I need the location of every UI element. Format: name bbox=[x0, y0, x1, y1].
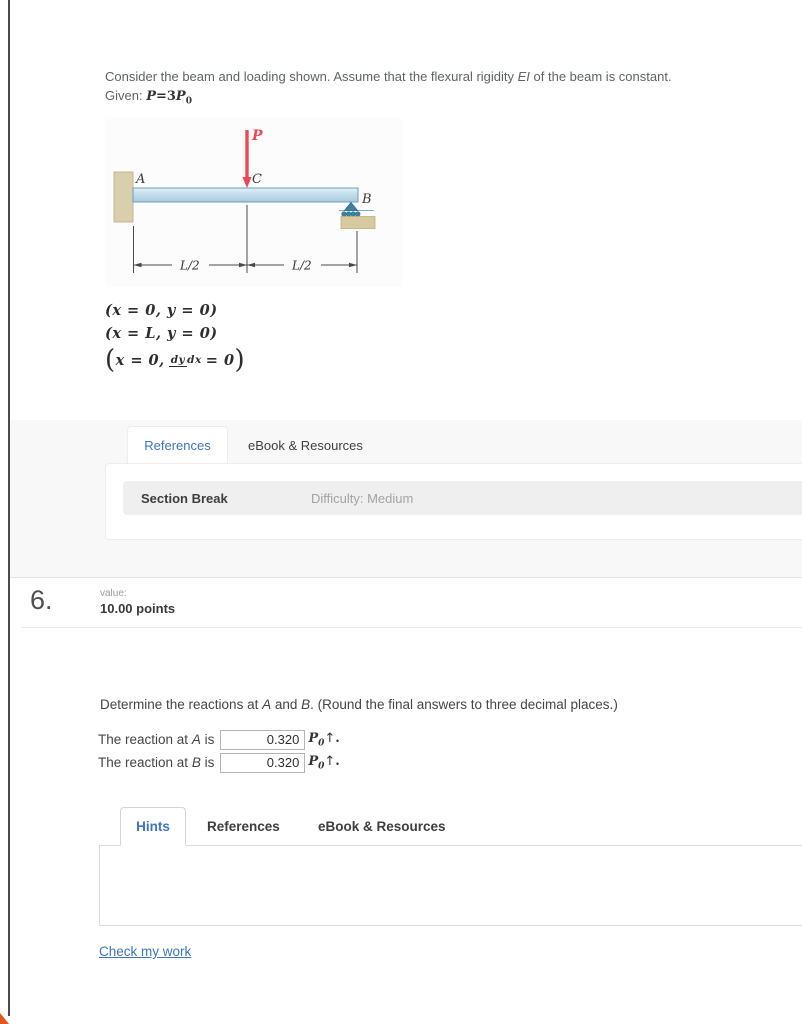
reaction-a-input[interactable] bbox=[220, 730, 305, 750]
value-label: value: bbox=[100, 588, 127, 599]
boundary-condition-1: (x = 0, y = 0) bbox=[105, 302, 218, 319]
difficulty-label: Difficulty: Medium bbox=[311, 490, 414, 506]
problem-statement bbox=[105, 67, 765, 112]
up-arrow-icon: ↑ bbox=[324, 730, 336, 746]
question-divider bbox=[22, 627, 802, 628]
question-prompt: Determine the reactions at A and B. (Round the final answers to three decimal places.) bbox=[100, 697, 618, 712]
dim-arrow bbox=[239, 263, 247, 267]
tab-references[interactable]: References bbox=[127, 426, 228, 464]
reaction-b-input[interactable] bbox=[220, 753, 305, 773]
answer-row-a bbox=[98, 729, 340, 750]
tab-ebook-resources-2[interactable]: eBook & Resources bbox=[318, 819, 446, 834]
point-b-label: B bbox=[362, 192, 372, 207]
given-line: Given: $P=3P_0$ bbox=[105, 88, 192, 107]
up-arrow-icon: ↑ bbox=[324, 753, 336, 769]
given-math: $P=3P_0$ bbox=[146, 89, 192, 107]
answer-a-label: The reaction at A is bbox=[98, 732, 215, 747]
boundary-condition-3: ( x = 0, dy dx = 0 ) bbox=[105, 345, 246, 375]
beam-diagram bbox=[105, 117, 402, 287]
dim-arrow bbox=[134, 263, 142, 267]
tab-references-2[interactable]: References bbox=[207, 819, 280, 834]
load-label: P bbox=[252, 128, 263, 144]
fixed-support-wall bbox=[114, 172, 133, 222]
hints-panel bbox=[99, 845, 802, 926]
dim-arrow bbox=[349, 263, 357, 267]
roller-wheels bbox=[342, 212, 360, 217]
ei-symbol: EI bbox=[517, 69, 530, 84]
extension-lines bbox=[134, 205, 358, 273]
tab-hints[interactable]: Hints bbox=[120, 807, 186, 846]
answer-a-unit: $P_0↑$. bbox=[308, 730, 340, 749]
point-c-label: C bbox=[252, 172, 262, 187]
section-break-bar bbox=[123, 481, 802, 515]
dim-right-label: L/2 bbox=[292, 258, 312, 273]
dim-arrow bbox=[247, 263, 255, 267]
answer-b-unit: $P_0↑$. bbox=[308, 753, 340, 772]
dy-dx-fraction: dy dx bbox=[170, 353, 202, 366]
check-my-work-link[interactable]: Check my work bbox=[99, 944, 192, 959]
beam-figure bbox=[105, 117, 402, 287]
boundary-conditions bbox=[105, 299, 245, 375]
answer-row-b bbox=[98, 752, 340, 773]
points-label: 10.00 points bbox=[100, 601, 176, 616]
question-number: 6. bbox=[30, 585, 53, 615]
boundary-condition-2: (x = L, y = 0) bbox=[105, 325, 218, 342]
dim-left-label: L/2 bbox=[180, 258, 200, 273]
point-a-label: A bbox=[136, 172, 146, 187]
beam bbox=[133, 188, 358, 202]
section-break-title: Section Break bbox=[141, 490, 228, 506]
roller-triangle bbox=[345, 203, 358, 211]
problem-statement-line1: Consider the beam and loading shown. Assume that the flexural rigidity EI of the beam is constant. bbox=[105, 69, 672, 84]
load-arrowhead bbox=[243, 177, 252, 188]
references-panel bbox=[105, 463, 802, 540]
tab-ebook-resources[interactable]: eBook & Resources bbox=[248, 437, 363, 453]
answer-b-label: The reaction at B is bbox=[98, 755, 215, 770]
roller-base bbox=[341, 217, 375, 229]
corner-artifact bbox=[0, 1013, 9, 1024]
